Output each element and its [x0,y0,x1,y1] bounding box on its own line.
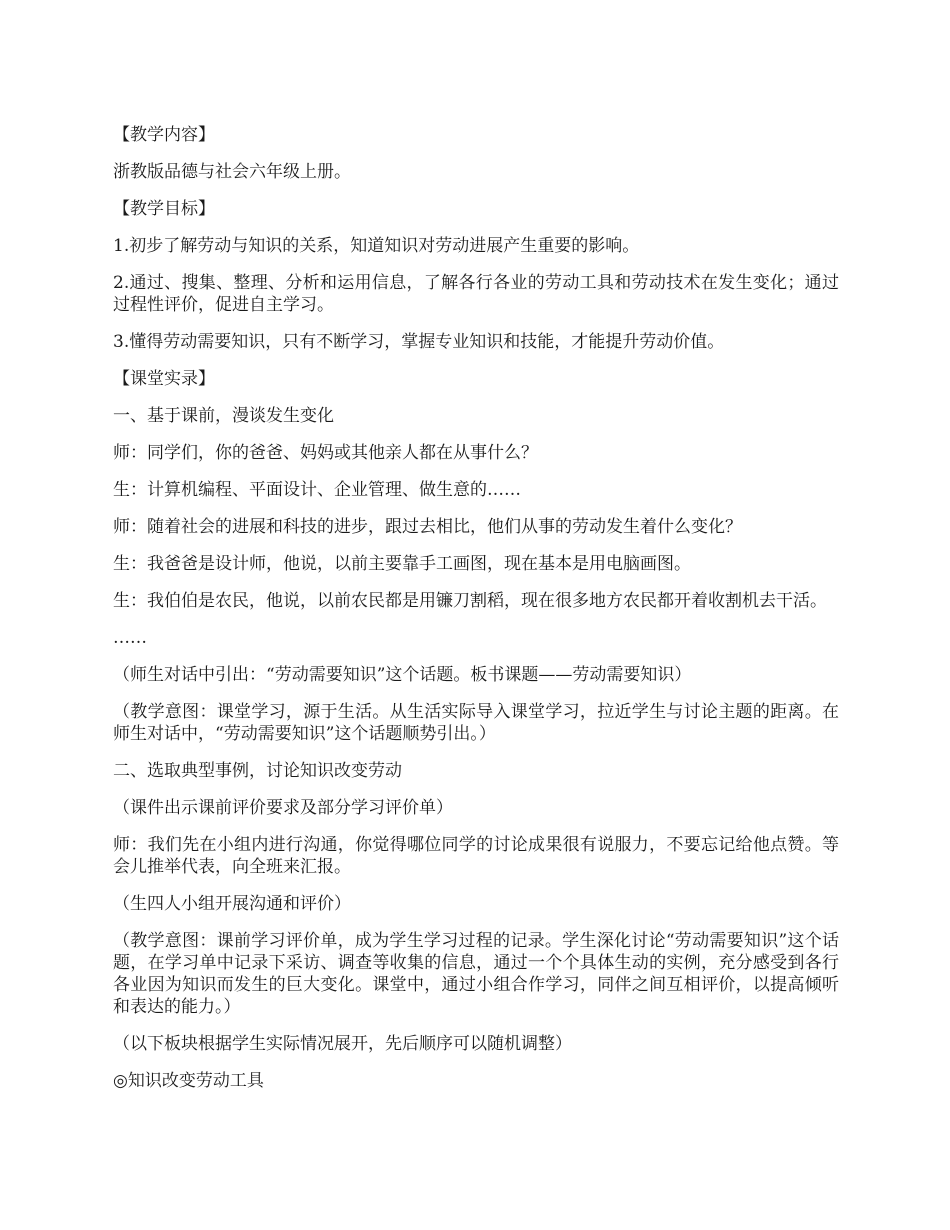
note-paragraph: （教学意图：课堂学习，源于生活。从生活实际导入课堂学习，拉近学生与讨论主题的距离。在师生对话中，“劳动需要知识”这个话题顺势引出。） [113,702,839,744]
ellipsis-line: …… [113,628,147,648]
note-paragraph: （教学意图：课前学习评价单，成为学生学习过程的记录。学生深化讨论“劳动需要知识”这个话题，在学习单中记录下采访、调查等收集的信息，通过一个个具体生动的实例，充分感受到各行各业因为知识而发生的巨大变化。课堂中，通过小组合作学习，同伴之间互相评价，以提高倾听和表达的能力。） [113,931,839,1017]
dialogue-line: 师：随着社会的进展和科技的进步，跟过去相比，他们从事的劳动发生着什么变化？ [113,517,742,537]
paragraph: 浙教版品德与社会六年级上册。 [113,162,351,182]
dialogue-line: 生：计算机编程、平面设计、企业管理、做生意的…… [113,480,521,500]
dialogue-line: 师：同学们，你的爸爸、妈妈或其他亲人都在从事什么？ [113,443,538,463]
note-paragraph: （课件出示课前评价要求及部分学习评价单） [113,798,453,818]
section-heading-content: 【教学内容】 [113,125,215,145]
dialogue-line: 师：我们先在小组内进行沟通，你觉得哪位同学的讨论成果很有说服力，不要忘记给他点赞。等会儿推举代表，向全班来汇报。 [113,835,839,877]
document-body [113,124,839,1107]
goal-item: 1.初步了解劳动与知识的关系，知道知识对劳动进展产生重要的影响。 [113,236,640,256]
note-paragraph: （生四人小组开展沟通和评价） [113,894,351,914]
subsection-heading: 一、基于课前，漫谈发生变化 [113,406,334,426]
goal-item: 3.懂得劳动需要知识，只有不断学习，掌握专业知识和技能，才能提升劳动价值。 [113,332,725,352]
dialogue-line: 生：我爸爸是设计师，他说，以前主要靠手工画图，现在基本是用电脑画图。 [113,554,691,574]
section-heading-record: 【课堂实录】 [113,369,215,389]
dialogue-line: 生：我伯伯是农民，他说，以前农民都是用镰刀割稻，现在很多地方农民都开着收割机去干活。 [113,591,827,611]
section-heading-goals: 【教学目标】 [113,199,215,219]
note-paragraph: （以下板块根据学生实际情况展开，先后顺序可以随机调整） [113,1034,572,1054]
goal-item: 2.通过、搜集、整理、分析和运用信息，了解各行各业的劳动工具和劳动技术在发生变化；通过过程性评价，促进自主学习。 [113,273,839,315]
note-paragraph: （师生对话中引出：“劳动需要知识”这个话题。板书课题——劳动需要知识） [113,665,692,685]
bullet-heading: ◎知识改变劳动工具 [113,1071,264,1091]
subsection-heading: 二、选取典型事例，讨论知识改变劳动 [113,761,402,781]
